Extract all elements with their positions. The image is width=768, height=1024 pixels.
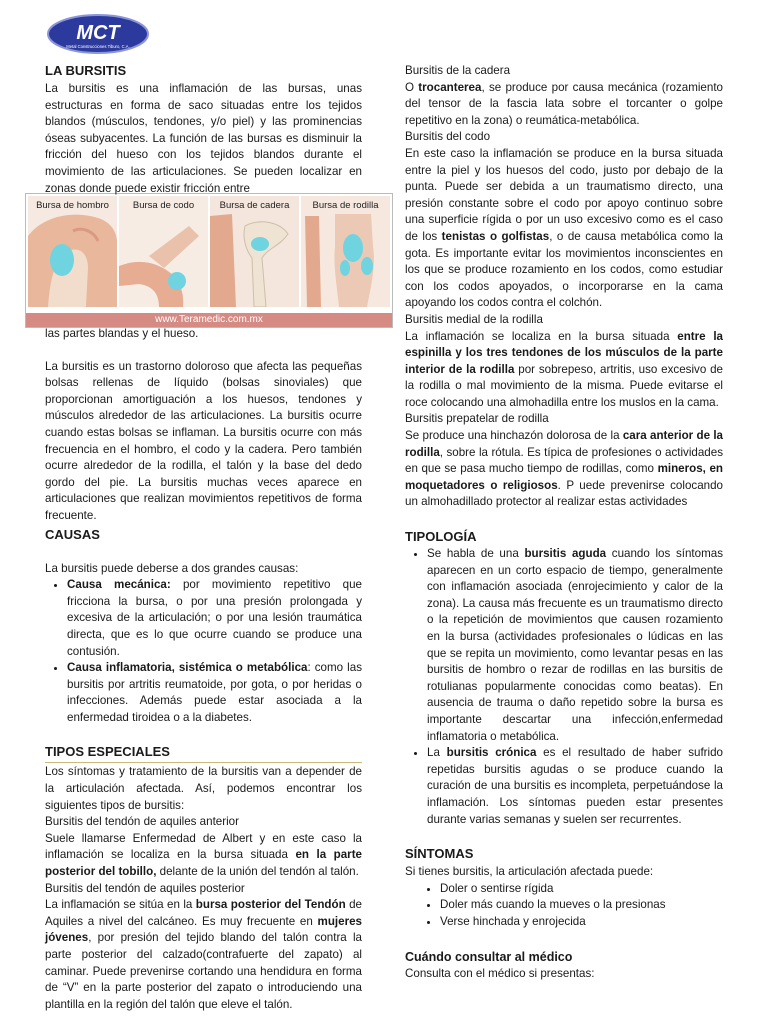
- list-item: [67, 577, 362, 660]
- list-item: [427, 546, 723, 745]
- text-span: La: [427, 746, 447, 760]
- aquiles-anterior-text: [45, 831, 362, 881]
- text-span: , por presión del tejido blando del talón contra la parte posterior del calzado(contrafuerte del zapato) al caminar. Puede prevenirse cortando una hendidura en forma de “V” en la parte posterior del zapato o introduciendo una plantilla en la región del talón que eleve el talón.: [45, 931, 362, 1011]
- left-column-lower: [45, 326, 362, 1013]
- causas-intro: La bursitis puede deberse a dos grandes causas:: [45, 561, 299, 575]
- list-item: • Doler más cuando la mueves o la presionas: [440, 897, 723, 914]
- tipos-heading: TIPOS ESPECIALES: [45, 744, 170, 760]
- tipologia-heading: TIPOLOGÍA: [405, 529, 477, 545]
- sintomas-list: [405, 881, 723, 931]
- bold-span: bursa posterior del Tendón: [195, 898, 346, 912]
- sintomas-intro: Si tienes bursitis, la articulación afectada puede:: [405, 865, 654, 879]
- watermark: www.Teramedic.com.mx: [26, 313, 392, 327]
- left-column: [45, 63, 362, 195]
- sintomas-heading: SÍNTOMAS: [405, 846, 474, 862]
- text-span: delante de la unión del tendón al talón.: [156, 865, 359, 879]
- cadera-text: [405, 80, 723, 130]
- aquiles-anterior-title: Bursitis del tendón de aquiles anterior: [45, 815, 239, 829]
- causas-list: [45, 577, 362, 726]
- tipos-intro: Los síntomas y tratamiento de la bursitis van a depender de la articulación afectada. Así, podemos encontrar los siguientes tipos de bursitis:: [45, 765, 362, 812]
- codo-title: Bursitis del codo: [405, 130, 491, 144]
- label-hip: Bursa de cadera: [219, 200, 290, 211]
- text-span: de Aquiles a nivel del calcáneo. Es muy frecuente en: [45, 898, 362, 928]
- bursa-illustration: [25, 193, 393, 328]
- bold-span: bursitis crónica: [446, 746, 537, 760]
- page-title: LA BURSITIS: [45, 63, 127, 78]
- intro-paragraph-2: La bursitis es un trastorno doloroso que afecta las pequeñas bolsas rellenas de líquido (bolsas sinoviales) que proporcionan amortiguación a los huesos, tendones y músculos alrededor de las articulaciones. La bursitis ocurre cuando estas bolsas se inflaman. La bursitis ocurre con más frecuencia en el hombro, el codo y la cadera. Pero también ocurre alrededor de la rodilla, el talón y la base del dedo gordo del pie. La bursitis muchas veces aparece en articulaciones que realizan movimientos repetitivos de forma frecuente.: [45, 359, 362, 522]
- text-span: . P uede prevenirse colocando un almohadillado protector al realizar estas actividades: [405, 478, 723, 509]
- label-shoulder: Bursa de hombro: [36, 200, 109, 211]
- label-elbow: Bursa de codo: [132, 200, 195, 211]
- text-span: Se produce una hinchazón dolorosa de la: [405, 429, 623, 443]
- text-span: cuando los síntomas aparecen en un corto espacio de tiempo, generalmente con inflamación asociada (enrojecimiento y calor de la zona). La causa más frecuente es un traumatismo directo o la repetición de movimientos que causen rozamiento en la bursa (actividades profesionales o lúdicas en las que se repita un movimiento, como levantar pesas en las bursitis de hombro o rezar de rodillas en las bursitis de rotulianas popularmente conocidas como beatas). En ausencia de trauma o daño repetido sobre la bursa es importante descartar una infección,enfermedad inflamatoria o metabólica.: [427, 547, 723, 743]
- text-span: La inflamación se sitúa en la: [45, 898, 196, 912]
- text-span: , se produce por causa mecánica (rozamiento del tensor de la fascia lata sobre el torcanter o golpe repetitivo en la zona) o reumática-metabólica.: [405, 80, 723, 127]
- bold-span: en la parte posterior del tobillo,: [45, 848, 363, 879]
- rodilla-title: Bursitis medial de la rodilla: [405, 312, 543, 326]
- right-column: [405, 63, 723, 982]
- bold-span: entre la espinilla y los tres tendones de los músculos de la parte interior de la rodilla: [405, 329, 723, 376]
- consultar-heading: Cuándo consultar al médico: [405, 949, 573, 964]
- panel-hip: [210, 196, 299, 307]
- list-item: [67, 660, 362, 726]
- causas-heading: CAUSAS: [45, 526, 100, 542]
- text-span: por sobrepeso, artritis, uso excesivo de la rodilla o mal movimiento de la misma. Puede evitarse el roce colocando una almohadilla entre los muslos en la cama.: [405, 362, 723, 409]
- bold-span: trocanterea: [418, 80, 482, 94]
- bold-span: cara anterior de la rodilla: [405, 429, 723, 459]
- causa-mecanica-text: por movimiento repetitivo que fricciona la bursa, o por una presión prolongada y excesiva de la articulación; o por una lesión traumática directa, que es lo que ocurre cuando se produce una contusión.: [67, 578, 363, 658]
- tipologia-list: [405, 546, 723, 828]
- intro-paragraph-1-continued: las partes blandas y el hueso.: [45, 327, 199, 340]
- bold-span: tenistas o golfistas: [441, 229, 550, 243]
- list-item: [427, 745, 723, 828]
- list-item: • Verse hinchada y enrojecida: [440, 914, 723, 931]
- panel-elbow: [119, 196, 208, 307]
- label-knee: Bursa de rodilla: [312, 200, 379, 211]
- heading-rule: [45, 762, 362, 763]
- panel-shoulder: [28, 196, 117, 307]
- codo-text: [405, 146, 723, 312]
- text-span: es el resultado de haber sufrido repetidas bursitis agudas o se produce cuando la curación de una bursitis es incompleta, perpetuándose la inflamación. Los síntomas pueden estar presentes durante varias semanas y suelen ser recurrentes.: [427, 746, 723, 826]
- aquiles-posterior-text: [45, 897, 362, 1013]
- rodilla-text: [405, 329, 723, 412]
- aquiles-posterior-title: Bursitis del tendón de aquiles posterior: [45, 881, 245, 895]
- bold-span: mineros, en moquetadores o religiosos: [405, 462, 723, 492]
- consultar-text: Consulta con el médico si presentas:: [405, 966, 595, 980]
- company-logo: [46, 12, 150, 56]
- text-span: , sobre la rótula. Es típica de profesiones o actividades en que se pasa mucho tiempo de rodillas, como: [405, 445, 723, 476]
- prepatelar-text: [405, 428, 723, 511]
- intro-paragraph-1: La bursitis es una inflamación de las bursas, unas estructuras en forma de saco situadas entre los tejidos blandos (músculos, tendones, y/o piel) y las prominencias óseas subyacentes. La función de las bursas es disminuir la fricción del hueso con los tejidos blandos durante el movimiento de las articulaciones. Se pueden localizar en zonas donde puede existir fricción entre: [45, 82, 362, 195]
- text-span: En este caso la inflamación se produce en la bursa situada entre la piel y los huesos del codo, justo por debajo de la punta. Puede ser debida a un traumatismo directo, una presión constante sobre el codo por apoyo continuo sobre una superficie rígida o por un uso excesivo como es el caso de los: [405, 146, 723, 243]
- text-span: Se habla de una: [427, 547, 525, 561]
- panel-knee: [301, 196, 390, 307]
- text-span: O: [405, 80, 419, 94]
- list-item: • Doler o sentirse rígida: [440, 881, 723, 898]
- text-span: La inflamación se localiza en la bursa situada: [405, 329, 678, 343]
- text-span: Suele llamarse Enfermedad de Albert y en este caso la inflamación se localiza en la bursa situada: [45, 831, 362, 862]
- logo-tagline: Metal Construcciones Tiburo, C.A.: [66, 44, 130, 49]
- bold-span: bursitis aguda: [524, 547, 607, 561]
- text-span: , o de causa metabólica como la gota. Es importante evitar los movimientos inconscientes en los que se produce rozamiento en los codos, como estudiar con los codos apoyados, o incorporarse en la cama apoyando los codos contra el colchón.: [405, 229, 723, 310]
- bold-span: mujeres jóvenes: [45, 914, 362, 945]
- causa-mecanica-label: Causa mecánica:: [67, 578, 171, 592]
- cadera-title: Bursitis de la cadera: [405, 64, 511, 77]
- causa-inflamatoria-text: : como las bursitis por artritis reumatoide, por gota, o por heridas o infecciones. Además puede estar asociada a la enfermedad tiroidea o a la diabetes.: [67, 661, 362, 724]
- logo-text: MCT: [76, 22, 120, 44]
- prepatelar-title: Bursitis prepatelar de rodilla: [405, 412, 549, 426]
- causa-inflamatoria-label: Causa inflamatoria, sistémica o metabólica: [67, 661, 308, 675]
